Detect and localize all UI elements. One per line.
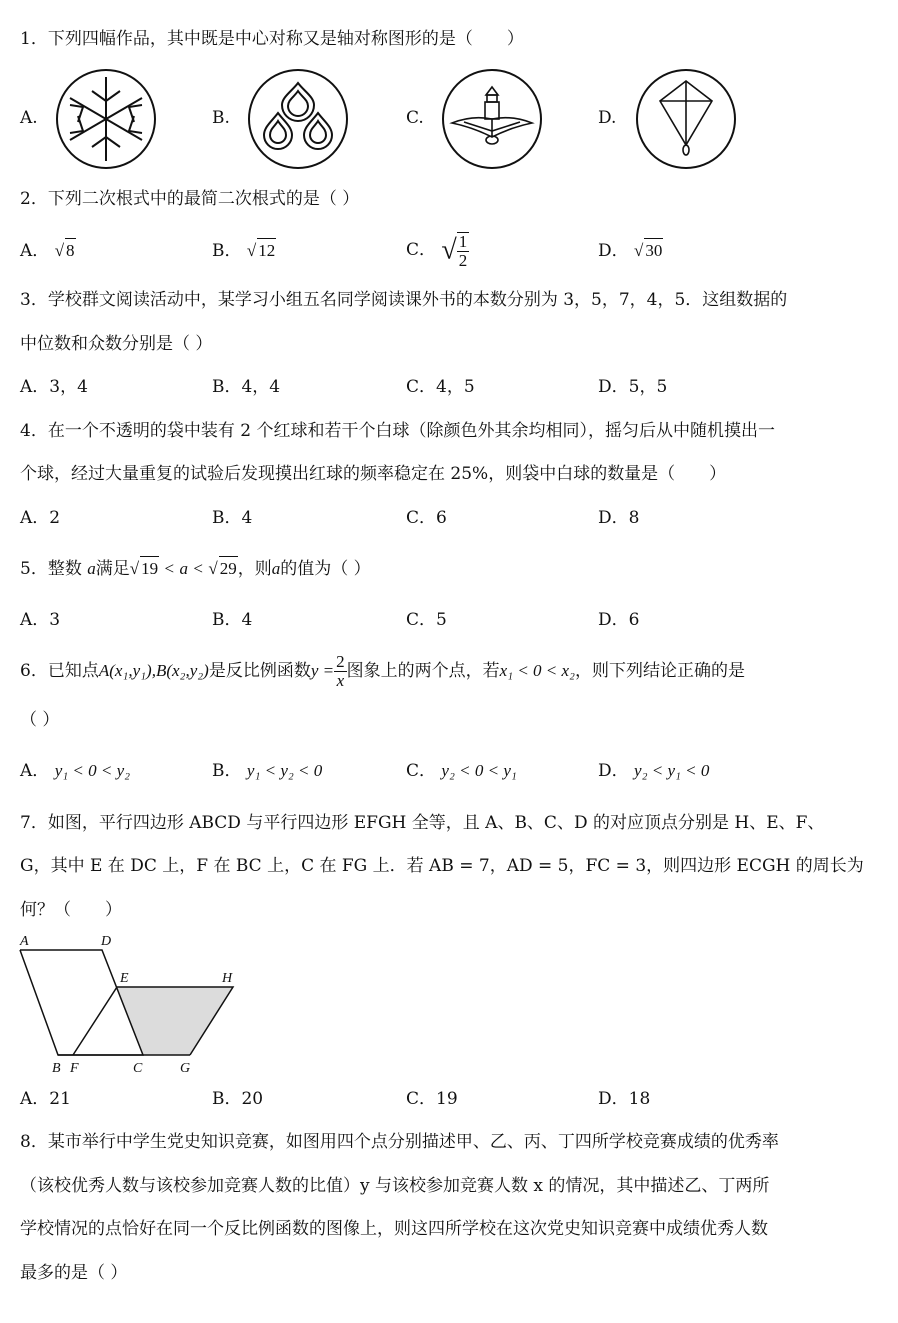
q6-cond: x₁ < 0 < x₂ <box>499 661 575 680</box>
q1-stem: 1．下列四幅作品，其中既是中心对称又是轴对称图形的是（ ） <box>20 29 524 49</box>
q5-option-a: A．3 <box>20 610 61 630</box>
radical-sign: √ <box>441 234 457 266</box>
q5-option-c: C．5 <box>406 610 447 630</box>
label-d: D <box>101 934 112 949</box>
three-drops-icon <box>246 67 350 171</box>
label-f: F <box>70 1061 79 1076</box>
q6-points: A(x₁,y₁),B(x₂,y₂) <box>98 661 209 680</box>
option-label: B． <box>212 241 242 261</box>
q1-option-d-label: D. <box>598 108 617 128</box>
label-h: H <box>222 971 233 986</box>
option-label: A． <box>20 241 50 261</box>
fn-fraction: $\frac{2}{x}$ <box>336 652 345 690</box>
label-a: A <box>20 934 29 949</box>
q4-option-d: D．8 <box>598 508 640 528</box>
radicand-19: 19 <box>140 556 159 581</box>
q5-mid2: ，则 <box>237 559 272 579</box>
q7-option-a: A．21 <box>20 1089 71 1109</box>
var-a: a <box>271 559 281 578</box>
q3-option-b: B．4，4 <box>212 377 281 397</box>
lamp-icon <box>440 67 544 171</box>
q6-option-a <box>20 759 130 783</box>
q1-option-b-label: B. <box>212 108 230 128</box>
radical-sign: √ <box>54 241 65 260</box>
parallelogram-figure <box>0 925 260 1080</box>
shaded-region <box>117 987 233 1055</box>
var-a: a <box>179 559 188 578</box>
q2-option-d <box>598 238 663 263</box>
q4-line1: 4．在一个不透明的袋中装有 2 个红球和若干个白球（除颜色外其余均相同），摇匀后从中随机摸出一 <box>20 421 775 441</box>
q5-prefix: 5．整数 <box>20 559 82 579</box>
radical-sign: √ <box>634 241 644 260</box>
q3-option-a: A．3，4 <box>20 377 88 397</box>
fraction: $\frac{1}{2}$ <box>458 231 468 270</box>
q6-option-c <box>406 759 517 783</box>
q3-option-d: D．5，5 <box>598 377 668 397</box>
q6-option-d <box>598 759 709 783</box>
q5-mid1: 满足 <box>95 559 130 579</box>
q5-option-d: D．6 <box>598 610 640 630</box>
radical-sign: √ <box>246 241 257 260</box>
q7-option-d: D．18 <box>598 1089 651 1109</box>
option-expr: y₂ < 0 < y₁ <box>441 761 517 780</box>
q3-option-c: C．4，5 <box>406 377 475 397</box>
q6-stem <box>20 649 745 693</box>
option-expr: y₁ < y₂ < 0 <box>246 761 323 780</box>
label-c: C <box>133 1061 143 1076</box>
q4-option-b: B．4 <box>212 508 253 528</box>
lt-sign: < <box>193 559 203 578</box>
q5-stem <box>20 556 371 581</box>
q8-line1: 8．某市举行中学生党史知识竞赛，如图用四个点分别描述甲、乙、丙、丁四所学校竞赛成绩的优秀率 <box>20 1132 779 1152</box>
q5-suffix: 的值为（ ） <box>280 559 371 579</box>
q7-option-c: C．19 <box>406 1089 458 1109</box>
q2-option-a <box>20 238 76 263</box>
q6-line2: （ ） <box>20 710 60 730</box>
option-expr: y₁ < 0 < y₂ <box>54 761 131 780</box>
var-a: a <box>87 559 96 578</box>
q8-line3: 学校情况的点恰好在同一个反比例函数的图像上，则这四所学校在这次党史知识竞赛中成绩优秀人数 <box>20 1219 768 1239</box>
radical-sign: √ <box>129 559 140 578</box>
q2-stem: 2．下列二次根式中的最简二次根式的是（ ） <box>20 189 360 209</box>
option-label: D． <box>598 761 629 781</box>
q2-option-c <box>406 226 469 275</box>
kite-icon <box>634 67 738 171</box>
option-label: D． <box>598 241 629 261</box>
q6-option-b <box>212 759 322 783</box>
q4-line2: 个球，经过大量重复的试验后发现摸出红球的频率稳定在 25%，则袋中白球的数量是（ ） <box>20 464 727 484</box>
label-e: E <box>120 971 129 986</box>
q6-mid: 是反比例函数 <box>208 661 311 681</box>
q7-option-b: B．20 <box>212 1089 264 1109</box>
lt-sign: < <box>164 559 175 578</box>
q4-option-c: C．6 <box>406 508 447 528</box>
radicand: 12 <box>257 238 276 263</box>
label-g: G <box>180 1061 191 1076</box>
q6-suffix: ，则下列结论正确的是 <box>574 661 745 681</box>
radicand: 30 <box>644 238 663 263</box>
radicand: 8 <box>65 238 76 263</box>
q7-line2: G，其中 E 在 DC 上，F 在 BC 上，C 在 FG 上．若 AB = 7，AD = 5，FC = 3，则四边形 ECGH 的周长为 <box>20 856 864 876</box>
option-label: C． <box>406 761 437 781</box>
option-expr: y₂ < y₁ < 0 <box>634 761 710 780</box>
q8-line4: 最多的是（ ） <box>20 1263 128 1283</box>
q1-option-c-label: C. <box>406 108 424 128</box>
option-label: C． <box>406 240 437 260</box>
q8-line2: （该校优秀人数与该校参加竞赛人数的比值）y 与该校参加竞赛人数 x 的情况，其中描述乙、丁两所 <box>20 1176 770 1196</box>
q6-mid2: 图象上的两个点，若 <box>346 661 500 681</box>
q7-line1: 7．如图，平行四边形 ABCD 与平行四边形 EFGH 全等，且 A、B、C、D 的对应顶点分别是 H、E、F、 <box>20 813 825 833</box>
radical-sign: √ <box>208 559 218 578</box>
q7-line3: 何？（ ） <box>20 900 122 920</box>
radicand-29: 29 <box>219 556 238 581</box>
option-label: B． <box>212 761 242 781</box>
option-label: A． <box>20 761 50 781</box>
q6-prefix: 6．已知点 <box>20 661 99 681</box>
q5-option-b: B．4 <box>212 610 253 630</box>
label-b: B <box>52 1061 61 1076</box>
snowflake-icon <box>54 67 158 171</box>
q3-line1: 3．学校群文阅读活动中，某学习小组五名同学阅读课外书的本数分别为 3，5，7，4，5．这组数据的 <box>20 290 788 310</box>
q1-option-a-label: A. <box>20 108 38 128</box>
q3-line2: 中位数和众数分别是（ ） <box>20 334 213 354</box>
q2-option-b <box>212 238 276 263</box>
fn-lhs: y = <box>310 661 335 680</box>
q4-option-a: A．2 <box>20 508 61 528</box>
